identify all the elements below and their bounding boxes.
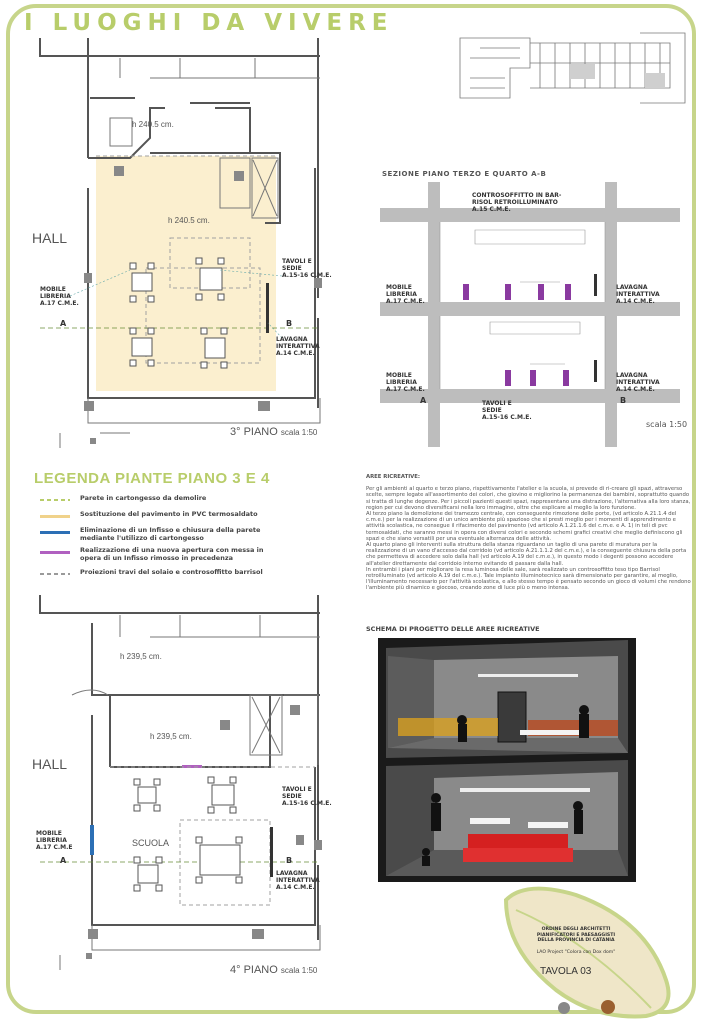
section-tavoli: TAVOLI E SEDIE A.15-16 C.M.E.	[482, 400, 532, 421]
plan3-floor-label	[230, 426, 317, 438]
plan4-height-top: h 239,5 cm.	[120, 652, 162, 661]
plan3-label-a: A	[60, 319, 67, 328]
plan4-piano: 4° PIANO	[230, 964, 278, 976]
plan3-piano: 3° PIANO	[230, 426, 278, 438]
leaf-org-text: ORDINE DEGLI ARCHITETTI PIANIFICATORI E PAESAGGISTI DELLA PROVINCIA DI CATANIA	[536, 927, 616, 944]
section-lavagna-bottom: LAVAGNA INTERATTIVA A.14 C.M.E.	[616, 372, 660, 393]
schema-render	[378, 638, 636, 882]
section-scale: scala 1:50	[646, 420, 688, 429]
legend-label: Proiezioni travi del solaio e controsoffitto barrisol	[80, 568, 263, 576]
plan4-lavagna: LAVAGNA INTERATTIVA A.14 C.M.E.	[276, 870, 320, 891]
legend-swatch	[40, 551, 70, 554]
legend-item	[40, 510, 258, 518]
interactive-board	[266, 283, 269, 333]
plan3-label-b: B	[286, 319, 293, 328]
legend-swatch	[40, 573, 70, 575]
leaf-org	[506, 927, 646, 955]
description-text	[366, 474, 692, 592]
plan4-scale: scala 1:50	[280, 966, 318, 975]
plan4-label-a: A	[60, 856, 67, 865]
seal-icon	[601, 1000, 615, 1014]
legend-label: Realizzazione di una nuova apertura con messa in opera di un Infisso rimosso in precedenza	[80, 546, 264, 562]
legend-title: LEGENDA PIANTE PIANO 3 E 4	[34, 470, 270, 487]
legend-swatch	[40, 499, 70, 501]
plan3-scale: scala 1:50	[280, 428, 318, 437]
legend-item	[40, 546, 264, 562]
plan-floor-4	[20, 595, 340, 975]
description-heading: AREE RICREATIVE:	[366, 474, 421, 480]
plan3-lavagna: LAVAGNA INTERATTIVA A.14 C.M.E.	[276, 336, 320, 357]
tavola-number: TAVOLA 03	[540, 966, 592, 977]
plan4-label-b: B	[286, 856, 293, 865]
pvc-floor-area	[96, 156, 276, 391]
plan4-hall-label: HALL	[32, 756, 68, 772]
legend-item	[40, 526, 260, 542]
page-title: I LUOGHI DA VIVERE	[24, 10, 394, 36]
plan4-scuola-label: SCUOLA	[132, 838, 170, 848]
legend-label: Sostituzione del pavimento in PVC termosaldato	[80, 510, 258, 518]
section-mobile-top: MOBILE LIBRERIA A.17 C.M.E.	[386, 284, 425, 305]
plan4-tavoli: TAVOLI E SEDIE A.15-16 C.M.E.	[282, 786, 332, 807]
legend-swatch	[40, 531, 70, 534]
plan3-mobile-libreria: MOBILE LIBRERIA A.17 C.M.E.	[40, 286, 79, 307]
schema-title: SCHEMA DI PROGETTO DELLE AREE RICREATIVE	[366, 625, 540, 633]
legend-item	[40, 494, 206, 502]
legend-label: Parete in cartongesso da demolire	[80, 494, 207, 502]
plan3-hall-label: HALL	[32, 230, 68, 246]
interactive-board-4	[270, 827, 273, 877]
section-mobile-bottom: MOBILE LIBRERIA A.17 C.M.E.	[386, 372, 425, 393]
plan4-mobile-libreria: MOBILE LIBRERIA A.17 C.M.E	[36, 830, 73, 851]
plan4-floor-label	[230, 964, 317, 976]
closed-infisso-mark	[90, 825, 94, 855]
legend-swatch	[40, 515, 70, 518]
description-body: Per gli ambienti al quarto e terzo piano, rispettivamente l'atelier e la scuola, si prevede di ri-creare gli spazi, attraverso scelte, sempre legate all'assortimento dei colori, che giovino e migliorino la permanenza dei bambini, soprattutto quando si tratta di lunghe degenze. Per i piccoli pazienti questi spazi, rappresentano una distrazione, l'alternativa alla loro stanza, region per cui devono diversificarsi nella loro immagine, oltre che esplicare al meglio la loro funzione. Al terzo piano la demolizione dei tramezzo centrale, con conseguente rimozione delle porte, (vd articolo A.21.1.4 del c.m.e.) per la realizzazione di un unico ambiente più spazioso che si presti meglio per i momenti di apprendimento e attività scolastica, ne consegue il rifacimento del pavimento (vd articolo A.1.21.1.6 del c.m.e. e A. 1) in teli di pvc termosaldati, che saranno messi in opera con diversi colori e secondo schemi grafici creativi che meglio definiscono gli spazi e che siano versatili per una eventuale alternanza delle attività. Al quarto piano gli interventi sulla struttura della stanza riguardano un taglio di una parete di muratura per la realizzazione di un vano d'accesso dal corridoio (vd articolo A.21.1.1.2 del c.m.e.), e la conseguente chiusura della porta che permetteva di accedere solo dalla hall (vd articolo A.19 del c.m.e.), in questo modo i degenti possono accedere all'atelier direttamente dal corridoio interno evitando di passare dalla hall. In entrambi i piani per migliorare la resa luminosa delle sale, sarà realizzato un controsoffitto teso tipo Barrisol retroilluminato (vd articolo A.19 del c.m.e.). Tale impianto illuminotecnico sarà dimensionato per garantire, al meglio, l'illuminamento necessario per l'attività scolastica, e allo stesso tempo è pensato secondo un gioco di volumi che rendono l'ambiente più dinamico e giocoso, creando zone di luce più o meno intensa.	[366, 486, 691, 592]
legend-item	[40, 568, 263, 576]
key-plan	[440, 28, 690, 108]
plan3-height-inner: h 240.5 cm.	[168, 216, 210, 225]
plan4-height-inner: h 239,5 cm.	[150, 732, 192, 741]
logo-a-icon	[558, 1002, 570, 1014]
plan3-height-top: h 240.5 cm.	[132, 120, 174, 129]
section-label-a: A	[420, 396, 427, 405]
leaf-project: LAO Project "Colora con Dox dom"	[536, 949, 616, 955]
plan-floor-3	[20, 38, 340, 458]
section-label-b: B	[620, 396, 627, 405]
legend-label: Eliminazione di un Infisso e chiusura della parete mediante l'utilizzo di cartongesso	[80, 526, 261, 542]
section-lavagna-top: LAVAGNA INTERATTIVA A.14 C.M.E.	[616, 284, 660, 305]
plan3-tavoli: TAVOLI E SEDIE A.15-16 C.M.E.	[282, 258, 332, 279]
new-opening-mark	[182, 765, 202, 768]
section-controsoffitto: CONTROSOFFITTO IN BAR- RISOL RETROILLUMINATO A.15 C.M.E.	[472, 192, 562, 213]
section-title: SEZIONE PIANO TERZO E QUARTO A-B	[382, 170, 547, 178]
